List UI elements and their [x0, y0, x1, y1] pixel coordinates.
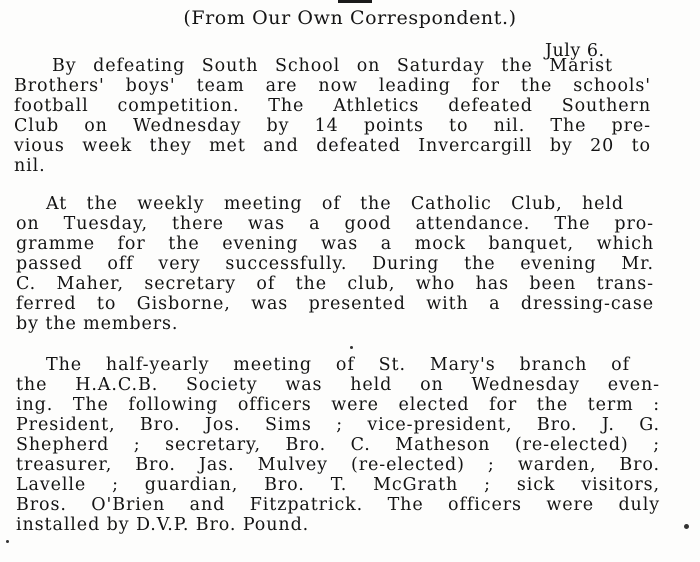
paragraph-line: by the members.	[16, 314, 179, 334]
paragraph-line: By defeating South School on Saturday the Marist	[52, 56, 613, 76]
paragraph-line: football competition. The Athletics defeated Southern	[14, 96, 651, 116]
paragraph-line: Lavelle ; guardian, Bro. T. McGrath ; sick visitors,	[16, 475, 660, 495]
print-speck	[350, 346, 353, 349]
paragraph-line: passed off very successfully. During the evening Mr.	[16, 254, 654, 274]
paragraph-line: Bros. O'Brien and Fitzpatrick. The officers were duly	[16, 495, 660, 515]
paragraph-line: Brothers' boys' team are now leading for the schools'	[14, 76, 651, 96]
paragraph-line: At the weekly meeting of the Catholic Club, held	[46, 194, 624, 214]
paragraph-line: installed by D.V.P. Bro. Pound.	[16, 515, 310, 535]
paragraph-line: ferred to Gisborne, was presented with a dressing-case	[16, 294, 654, 314]
paragraph-line: Shepherd ; secretary, Bro. C. Matheson (re-elected) ;	[16, 435, 660, 455]
paragraph-line: Club on Wednesday by 14 points to nil. The pre-	[14, 116, 651, 136]
paragraph-catholic-club	[0, 194, 700, 334]
paragraph-line: the H.A.C.B. Society was held on Wednesday even-	[16, 375, 660, 395]
paragraph-line: C. Maher, secretary of the club, who has been trans-	[16, 274, 654, 294]
paragraph-line: on Tuesday, there was a good attendance. The pro-	[16, 214, 654, 234]
paragraph-line: President, Bro. Jos. Sims ; vice-president, Bro. J. G.	[16, 415, 660, 435]
correspondent-heading: (From Our Own Correspondent.)	[183, 7, 517, 29]
paragraph-line: nil.	[14, 156, 46, 176]
paragraph-line: ing. The following officers were elected for the term :	[16, 395, 660, 415]
paragraph-line: vious week they met and defeated Invercargill by 20 to	[14, 136, 651, 156]
paragraph-line: The half-yearly meeting of St. Mary's branch of	[46, 355, 630, 375]
top-rule	[338, 0, 372, 3]
paragraph-line: treasurer, Bro. Jas. Mulvey (re-elected) ; warden, Bro.	[16, 455, 660, 475]
paragraph-football	[0, 56, 700, 176]
paragraph-line: gramme for the evening was a mock banquet, which	[16, 234, 654, 254]
print-speck	[6, 540, 9, 543]
print-speck	[684, 524, 689, 529]
paragraph-hacb-society	[0, 355, 700, 535]
dateline: July 6.	[545, 41, 605, 61]
